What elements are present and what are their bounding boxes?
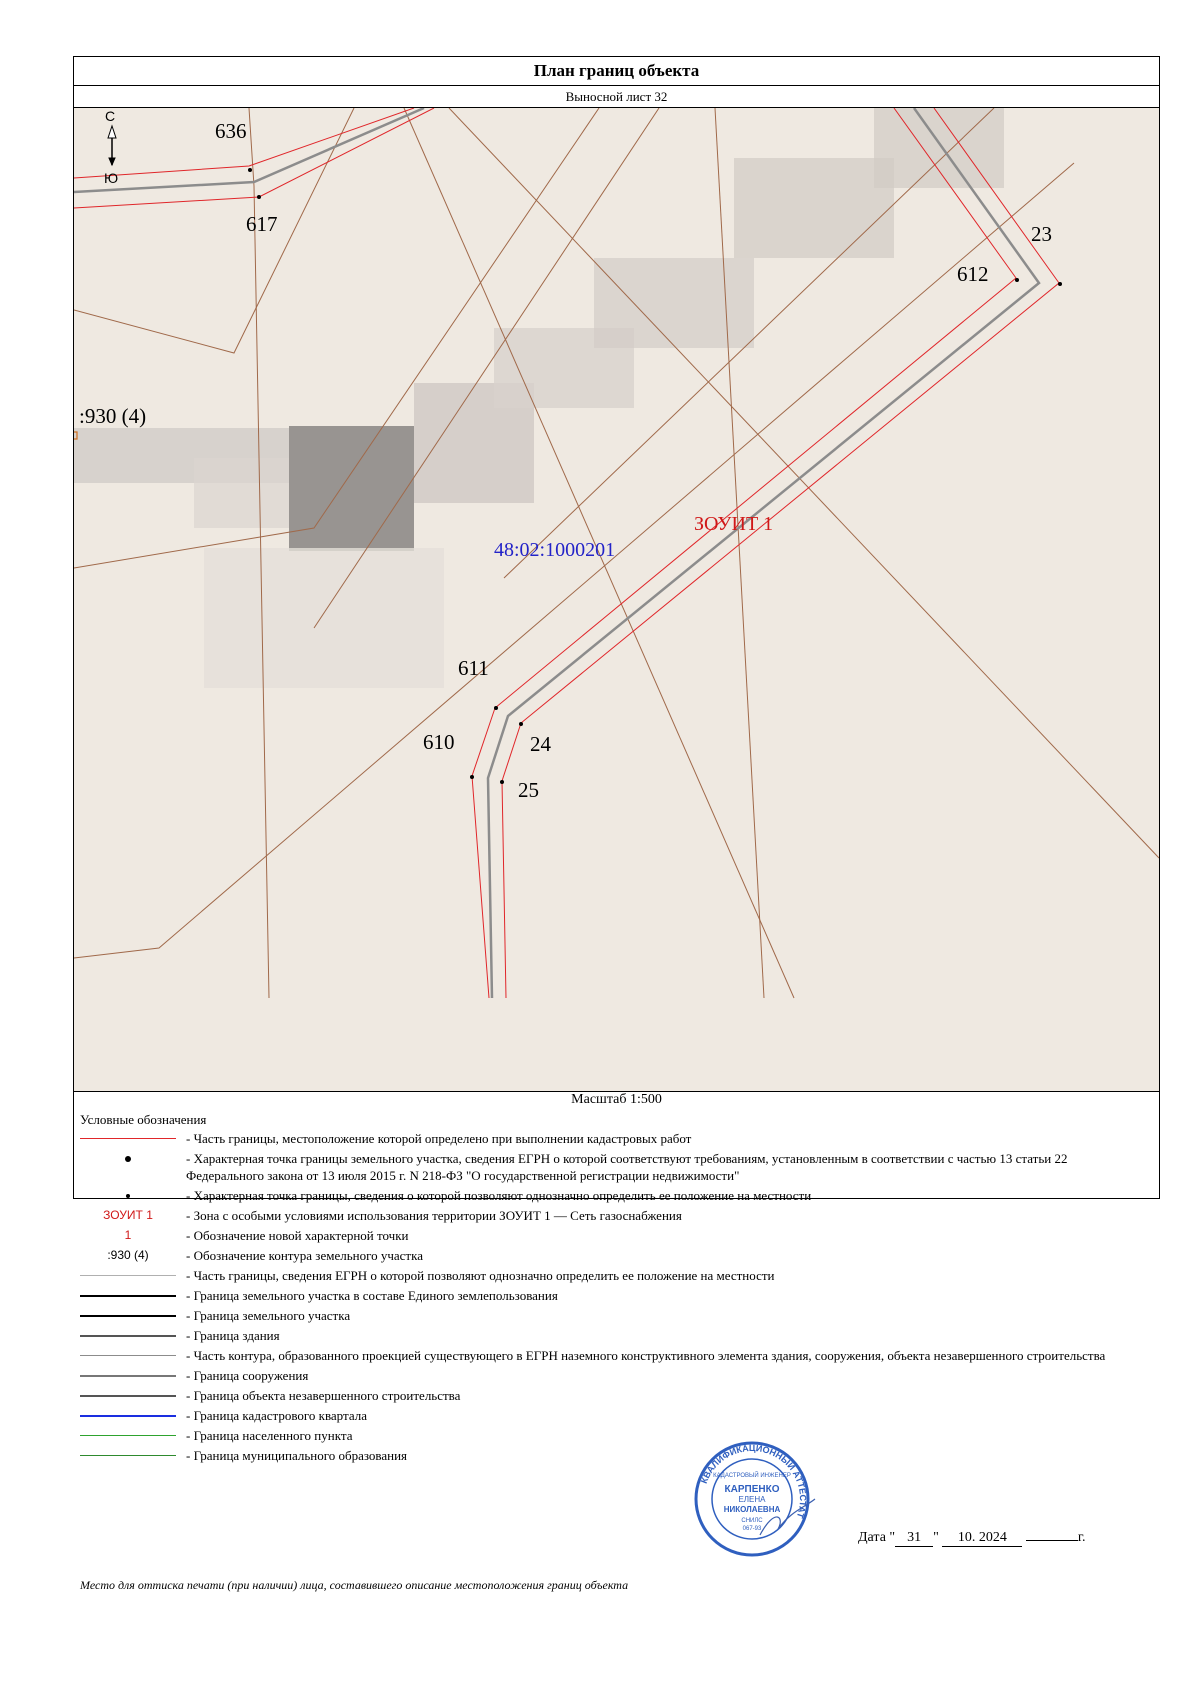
imagery-block [204, 548, 444, 688]
legend-line-swatch [80, 1375, 176, 1377]
legend-symbol [80, 1347, 176, 1364]
legend-line-swatch [80, 1335, 176, 1337]
legend-row [80, 1187, 1140, 1204]
legend-point-swatch [125, 1156, 131, 1162]
legend-text: - Граница здания [186, 1328, 280, 1343]
imagery-block [874, 108, 1004, 188]
stamp [690, 1437, 820, 1567]
legend-symbol [80, 1427, 176, 1444]
aerial-imagery [74, 108, 1004, 688]
legend-row [80, 1307, 1140, 1324]
legend-title: Условные обозначения [80, 1112, 207, 1127]
stamp-ring-text: КВАЛИФИКАЦИОННЫЙ АТТЕСТАТ [698, 1442, 809, 1520]
date-blank [1026, 1540, 1078, 1541]
legend-symbol [80, 1407, 176, 1424]
legend-text: - Часть контура, образованного проекцией существующего в ЕГРН наземного конструктивного элемента здания, сооружения, объекта незавершенного строительства [186, 1348, 1106, 1363]
legend-row [80, 1447, 1140, 1464]
cadastral-quarter-label: 48:02:1000201 [494, 539, 616, 561]
date-suffix: г. [1077, 1530, 1086, 1545]
legend-symbol [80, 1447, 176, 1464]
gray-line [74, 108, 424, 192]
legend-text: - Граница земельного участка [186, 1308, 351, 1323]
point-label-617: 617 [246, 212, 278, 236]
legend-row [80, 1130, 1140, 1147]
legend-symbol [80, 1367, 176, 1384]
point-611-marker [494, 706, 498, 710]
scale-label: Масштаб 1:500 [571, 1092, 662, 1107]
date-mid: " [933, 1530, 939, 1545]
legend-symbol [80, 1187, 176, 1204]
legend-row [80, 1247, 1140, 1264]
legend-row [80, 1347, 1140, 1364]
stamp-code: СНИЛС [741, 1518, 763, 1524]
legend-text: - Часть границы, местоположение которой определено при выполнении кадастровых работ [186, 1131, 692, 1146]
imagery-block [594, 258, 754, 348]
legend-text: - Обозначение контура земельного участка [186, 1248, 423, 1263]
legend-row [80, 1407, 1140, 1424]
point-636-marker [248, 168, 252, 172]
legend-symbol [80, 1307, 176, 1324]
legend-line-swatch [80, 1295, 176, 1297]
date-month-year: 10. 2024 [942, 1530, 1022, 1547]
legend-symbol [80, 1207, 176, 1224]
stamp-seal [690, 1437, 820, 1567]
legend-text: - Часть границы, сведения ЕГРН о которой позволяют однозначно определить ее положение на местности [186, 1268, 775, 1283]
legend-text: - Граница населенного пункта [186, 1428, 353, 1443]
legend-text: - Граница земельного участка в составе Единого землепользования [186, 1288, 558, 1303]
point-label-636: 636 [215, 119, 247, 143]
stamp-patronymic: НИКОЛАЕВНА [723, 1505, 781, 1514]
stamp-surname: КАРПЕНКО [724, 1484, 780, 1495]
legend-row [80, 1287, 1140, 1304]
point-25-marker [500, 780, 504, 784]
parcel-label: :930 (4) [79, 404, 147, 428]
date-day: 31 [895, 1530, 933, 1547]
stamp-name: ЕЛЕНА [738, 1495, 766, 1504]
legend-line-swatch [80, 1435, 176, 1436]
legend-row [80, 1267, 1140, 1284]
map-canvas [74, 108, 1159, 1091]
legend-symbol [80, 1387, 176, 1404]
imagery-block [734, 158, 894, 258]
point-612-marker [1015, 278, 1019, 282]
legend-line-swatch [80, 1138, 176, 1139]
legend-row [80, 1150, 1140, 1184]
legend-line-swatch [80, 1455, 176, 1456]
point-label-612: 612 [957, 262, 989, 286]
legend-line-swatch [80, 1275, 176, 1276]
point-label-611: 611 [458, 656, 489, 680]
point-24-marker [519, 722, 523, 726]
legend-symbol [80, 1287, 176, 1304]
point-610-marker [470, 775, 474, 779]
legend-row [80, 1227, 1140, 1244]
legend-point-swatch [126, 1194, 130, 1198]
legend-symbol [80, 1327, 176, 1344]
legend-row [80, 1207, 1140, 1224]
map-area [74, 108, 1159, 1092]
zone-label: ЗОУИТ 1 [694, 513, 774, 535]
point-label-24: 24 [530, 732, 551, 756]
legend-text: - Зона с особыми условиями использования территории ЗОУИТ 1 — Сеть газоснабжения [186, 1208, 682, 1223]
page-subtitle: Выносной лист 32 [73, 86, 1160, 108]
point-label-610: 610 [423, 730, 455, 754]
point-23-marker [1058, 282, 1062, 286]
point-label-25: 25 [518, 778, 539, 802]
footnote: Место для оттиска печати (при наличии) лица, составившего описание местоположения границ объекта [80, 1578, 629, 1592]
north-arrow [108, 126, 116, 165]
legend-text: - Характерная точка границы, сведения о которой позволяют однозначно определить ее положение на местности [186, 1188, 812, 1203]
legend-line-swatch [80, 1315, 176, 1317]
legend-text-swatch: ЗОУИТ 1 [103, 1208, 153, 1222]
legend-line-swatch [80, 1395, 176, 1397]
parcel-line [74, 108, 354, 353]
legend-text: - Граница муниципального образования [186, 1448, 408, 1463]
legend [80, 1130, 1140, 1467]
compass-south-label: Ю [104, 170, 119, 186]
point-label-23: 23 [1031, 222, 1052, 246]
date-prefix: Дата " [858, 1530, 896, 1545]
stamp-role: КАДАСТРОВЫЙ ИНЖЕНЕР [713, 1473, 791, 1479]
legend-text-swatch: 1 [124, 1228, 132, 1242]
legend-text: - Граница кадастрового квартала [186, 1408, 367, 1423]
legend-symbol [80, 1150, 176, 1167]
legend-text: - Характерная точка границы земельного участка, сведения ЕГРН о которой соответствуют требованиям, установленным в соответствии с частью 13 статьи 22 Федерального закона от 13 июля 2015 г. N 218-ФЗ "О государственной регистрации недвижимости" [186, 1151, 1068, 1183]
legend-row [80, 1367, 1140, 1384]
stamp-number: 067-93 [742, 1526, 762, 1532]
legend-symbol [80, 1247, 176, 1264]
compass-north-label: С [105, 108, 116, 124]
legend-text: - Граница сооружения [186, 1368, 309, 1383]
legend-row [80, 1327, 1140, 1344]
legend-symbol [80, 1267, 176, 1284]
legend-line-swatch [80, 1355, 176, 1356]
legend-line-swatch [80, 1415, 176, 1417]
legend-text: - Граница объекта незавершенного строительства [186, 1388, 461, 1403]
legend-row [80, 1387, 1140, 1404]
legend-text: - Обозначение новой характерной точки [186, 1228, 409, 1243]
building-block [289, 426, 414, 551]
legend-row [80, 1427, 1140, 1444]
point-617-marker [257, 195, 261, 199]
legend-symbol [80, 1227, 176, 1244]
date-line [858, 1530, 1086, 1547]
legend-symbol [80, 1130, 176, 1147]
page-title: План границ объекта [73, 56, 1160, 86]
legend-text-swatch: :930 (4) [107, 1248, 149, 1262]
